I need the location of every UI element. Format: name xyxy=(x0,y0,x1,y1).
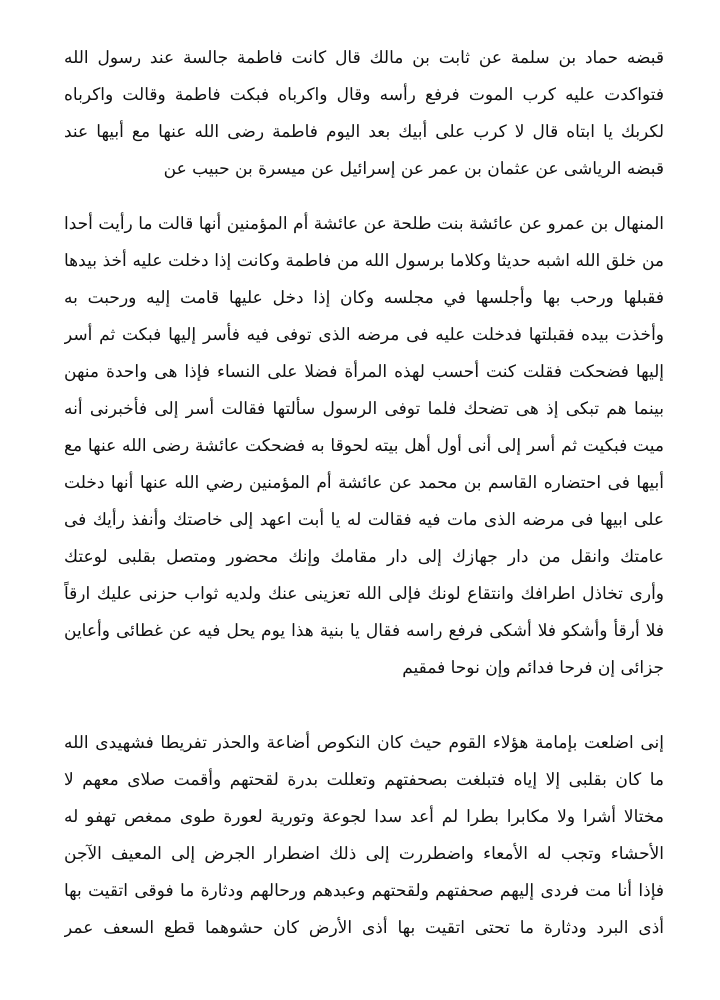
text-line: عامتك وانقل من دار جهازك إلى دار مقامك وإنك محضور ومتصل بقلبى لوعتك xyxy=(64,547,664,567)
text-line: على ابيها فى مرضه الذى مات فيه فقالت له يا أبت اعهد إلى خاصتك وأنفذ رأيك فى xyxy=(64,510,664,530)
text-line: جزائى إن فرحا فدائم وإن نوحا فمقيم xyxy=(402,658,664,678)
text-line: إنى اضلعت بإمامة هؤلاء القوم حيث كان النكوص أضاعة والحذر تفريطا فشهيدى الله xyxy=(64,733,664,753)
text-line: بينما هم تبكى إذ هى تضحك فلما توفى الرسول سألتها فقالت أسر إلى فأخبرنى أنه xyxy=(64,399,664,419)
text-line: وأرى تخاذل اطرافك وانتقاع لونك فإلى الله تعزينى عنك ولديه ثواب حزنى عليك ارقاً xyxy=(64,584,664,604)
text-line: ميت فبكيت ثم أسر إلى أنى أول أهل بيته لحوقا به فضحكت عائشة رضى الله عنها مع xyxy=(64,436,664,456)
text-line: وأخذت بيده فقبلتها فدخلت عليه فى مرضه الذى توفى فيه فأسر إليها فبكت ثم أسر xyxy=(64,325,664,345)
text-line: ما كان بقلبى إلا إياه فتبلغت بصحفتهم وتعللت بدرة لقحتهم وأقمت صلاى معهم لا xyxy=(64,770,664,790)
text-line: أبيها فى احتضاره القاسم بن محمد عن عائشة أم المؤمنين رضي الله عنها أنها دخلت xyxy=(64,473,664,493)
paragraph xyxy=(64,40,664,188)
text-line: المنهال بن عمرو عن عائشة بنت طلحة عن عائشة أم المؤمنين أنها قالت ما رأيت أحدا xyxy=(64,214,664,234)
text-line: إليها فضحكت فقلت كنت أحسب لهذه المرأة فضلا على النساء فإذا هى واحدة منهن xyxy=(64,362,664,382)
text-line: الأحشاء وتجب له الأمعاء واضطررت إلى ذلك اضطرار الجرض إلى المعيف الآجن xyxy=(64,844,664,864)
paragraph xyxy=(64,206,664,687)
text-line: لكربك يا ابتاه قال لا كرب على أبيك بعد اليوم فاطمة رضى الله عنها مع أبيها عند xyxy=(64,122,664,142)
text-line: فإذا أنا مت فردى إليهم صحفتهم ولقحتهم وعبدهم ورحالهم ودثارة ما فوقى اتقيت بها xyxy=(64,881,664,901)
text-line: قبضه الرياشى عن عثمان بن عمر عن إسرائيل عن ميسرة بن حبيب عن xyxy=(163,159,664,179)
text-line: مختالا أشرا ولا مكابرا بطرا لم أعد سدا لجوعة وتورية لعورة طوى ممغص تهفو له xyxy=(64,807,664,827)
text-line: فلا أرقأ وأشكو فلا أشكى فرفع راسه فقال يا بنية هذا يوم يحل فيه عن غطائى وأعاين xyxy=(64,621,664,641)
text-line: قبضه حماد بن سلمة عن ثابت بن مالك قال كانت فاطمة جالسة عند رسول الله xyxy=(64,48,664,68)
text-line: من خلق الله اشبه حديثا وكلاما برسول الله من فاطمة وكانت إذا دخلت عليه أخذ بيدها xyxy=(64,251,664,271)
text-line: أذى البرد ودثارة ما تحتى اتقيت بها أذى الأرض كان حشوهما قطع السعف عمر xyxy=(64,918,664,938)
text-line: فتواكدت عليه كرب الموت فرفع رأسه وقال واكرباه فبكت فاطمة وقالت واكرباه xyxy=(64,85,664,105)
paragraph xyxy=(64,725,664,947)
text-line: فقبلها ورحب بها وأجلسها في مجلسه وكان إذا دخل عليها قامت إليه ورحبت به xyxy=(64,288,664,308)
